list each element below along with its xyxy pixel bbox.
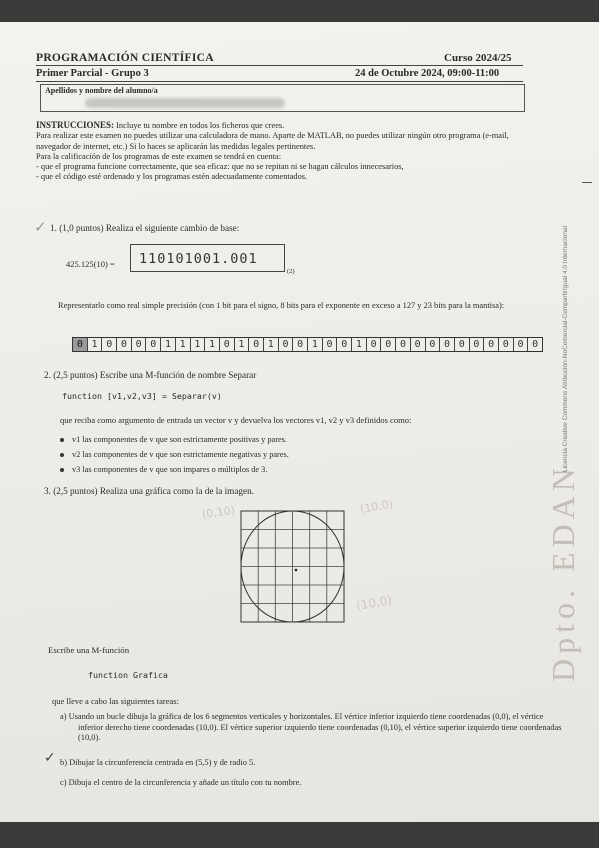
check-mark-icon: ✓ <box>34 218 47 236</box>
bit-cell: 1 <box>352 338 367 351</box>
exam-sheet <box>0 22 599 822</box>
pencil-note: (10,0) <box>355 592 394 614</box>
q1-text: Representarlo como real simple precisión (con 1 bit para el signo, 8 bits para el exponente en exceso a 127 y 23 bits para la mantisa): <box>58 301 505 310</box>
bullet-icon <box>60 438 64 442</box>
exam-date: 24 de Octubre 2024, 09:00-11:00 <box>355 68 500 79</box>
department-watermark: Dpto. EDAN <box>545 463 581 682</box>
task-a: a) Usando un bucle dibuja la gráfica de los 6 segmentos verticales y horizontales. El vértice inferior izquierdo tiene coordenadas (0,0), el vértice inferior derecho tiene coordenadas (10,0). El vértice superior izquierdo tiene coordenadas (0,10), el vértice superior izquierdo tiene coordenadas (10,0). <box>60 712 562 742</box>
bit-cell: 0 <box>337 338 352 351</box>
instructions-line-3: Para la calificación de los programas de este examen se tendrá en cuenta: <box>36 151 282 161</box>
instructions-line-2: Para realizar este examen no puedes utilizar una calculadora de mano. Aparte de MATLAB, no puedes utilizar ningún otro programa (e-mail, navegador de internet, etc.) Si lo haces se aplicarán las medidas legales pertinentes. <box>36 131 509 151</box>
bit-cell: 0 <box>411 338 426 351</box>
exam-title: PROGRAMACIÓN CIENTÍFICA <box>36 52 214 64</box>
student-name-box <box>40 84 525 112</box>
bit-cell: 0 <box>455 338 470 351</box>
bit-cell: 0 <box>279 338 294 351</box>
q3-tasks-intro: que lleve a cabo las siguientes tareas: <box>52 696 179 706</box>
bit-cell: 0 <box>132 338 147 351</box>
figure-grid-lines <box>241 511 344 622</box>
bullet-item: v1 las componentes de v que son estrictamente positivas y pares. <box>60 435 287 444</box>
q3-intro: Escribe una M-función <box>48 645 130 655</box>
bit-cell: 0 <box>367 338 382 351</box>
bit-cell: 1 <box>205 338 220 351</box>
question-2-title: 2. (2,5 puntos) Escribe una M-función de nombre Separar <box>44 370 257 380</box>
question-1-title: 1. (1,0 puntos) Realiza el siguiente cambio de base: <box>50 223 240 233</box>
bit-cell: 0 <box>514 338 529 351</box>
instructions-heading: INSTRUCCIONES: <box>36 120 115 130</box>
bit-cell: 0 <box>499 338 514 351</box>
pencil-note: (0,10) <box>201 503 236 522</box>
course-label: Curso 2024/25 <box>444 52 512 64</box>
bit-cell: 1 <box>176 338 191 351</box>
bullet-item: v2 las componentes de v que son estrictamente negativas y pares. <box>60 450 289 459</box>
bit-grid <box>72 337 543 352</box>
license-note: Licencia Creative Commons Atribución-NoComercial-CompartirIgual 4.0 Internacional <box>562 225 569 472</box>
bit-cell: 0 <box>440 338 455 351</box>
redacted-name <box>85 98 285 108</box>
q1-handwritten-answer: 110101001.001 <box>139 251 258 267</box>
grid-circle-figure <box>240 510 345 623</box>
bit-cell: 0 <box>396 338 411 351</box>
instructions-block <box>36 120 526 183</box>
instructions-line-4: - que el programa funcione correctamente, que sea eficaz: que no se repitan ni se hagan cálculos innecesarios, <box>36 162 404 172</box>
bit-cell: 0 <box>470 338 485 351</box>
bit-cell: 0 <box>220 338 235 351</box>
bit-cell: 0 <box>249 338 264 351</box>
student-name-label: Apellidos y nombre del alumno/a <box>45 86 158 95</box>
bullet-icon <box>60 468 64 472</box>
q1-base-subscript: (2) <box>287 268 295 275</box>
bit-cell: 0 <box>293 338 308 351</box>
q2-text: que reciba como argumento de entrada un vector v y devuelva los vectores v1, v2 y v3 definidos como: <box>60 415 412 425</box>
bit-cell: 1 <box>191 338 206 351</box>
bit-cell: 0 <box>381 338 396 351</box>
bullet-item: v3 las componentes de v que son impares o múltiplos de 3. <box>60 465 267 474</box>
instructions-line-1: Incluye tu nombre en todos los ficheros que crees. <box>116 121 285 130</box>
bit-cell: 0 <box>426 338 441 351</box>
bit-cell: 0 <box>146 338 161 351</box>
bit-cell: 0 <box>484 338 499 351</box>
check-mark-icon: ✓ <box>44 750 56 766</box>
bit-cell: 0 <box>323 338 338 351</box>
bullet-icon <box>60 453 64 457</box>
bit-cell: 1 <box>308 338 323 351</box>
margin-mark <box>582 182 592 183</box>
figure-center-dot <box>295 569 298 572</box>
pencil-note: (10,0) <box>359 497 394 516</box>
bit-cell: 1 <box>88 338 103 351</box>
task-c: c) Dibuja el centro de la circunferencia y añade un título con tu nombre. <box>60 778 302 787</box>
q3-function-signature: function Grafica <box>88 670 168 680</box>
bit-cell: 1 <box>235 338 250 351</box>
header-rule <box>36 65 523 66</box>
bit-cell: 1 <box>264 338 279 351</box>
bit-cell: 1 <box>161 338 176 351</box>
bit-cell: 0 <box>532 339 539 350</box>
q1-answer-box <box>130 244 285 272</box>
bit-cell: 0 <box>117 338 132 351</box>
q2-function-signature: function [v1,v2,v3] = Separar(v) <box>62 391 222 401</box>
task-b: b) Dibujar la circunferencia centrada en (5,5) y de radio 5. <box>60 758 256 767</box>
exam-subtitle: Primer Parcial - Grupo 3 <box>36 68 149 79</box>
q1-expression: 425.125(10) = <box>66 259 115 269</box>
bit-cell: 0 <box>102 338 117 351</box>
question-3-title: 3. (2,5 puntos) Realiza una gráfica como la de la imagen. <box>44 486 254 496</box>
instructions-line-5: - que el código esté ordenado y los programas estén adecuadamente comentados. <box>36 172 308 182</box>
bit-cell: 0 <box>73 338 88 351</box>
header-rule-2 <box>36 81 523 82</box>
